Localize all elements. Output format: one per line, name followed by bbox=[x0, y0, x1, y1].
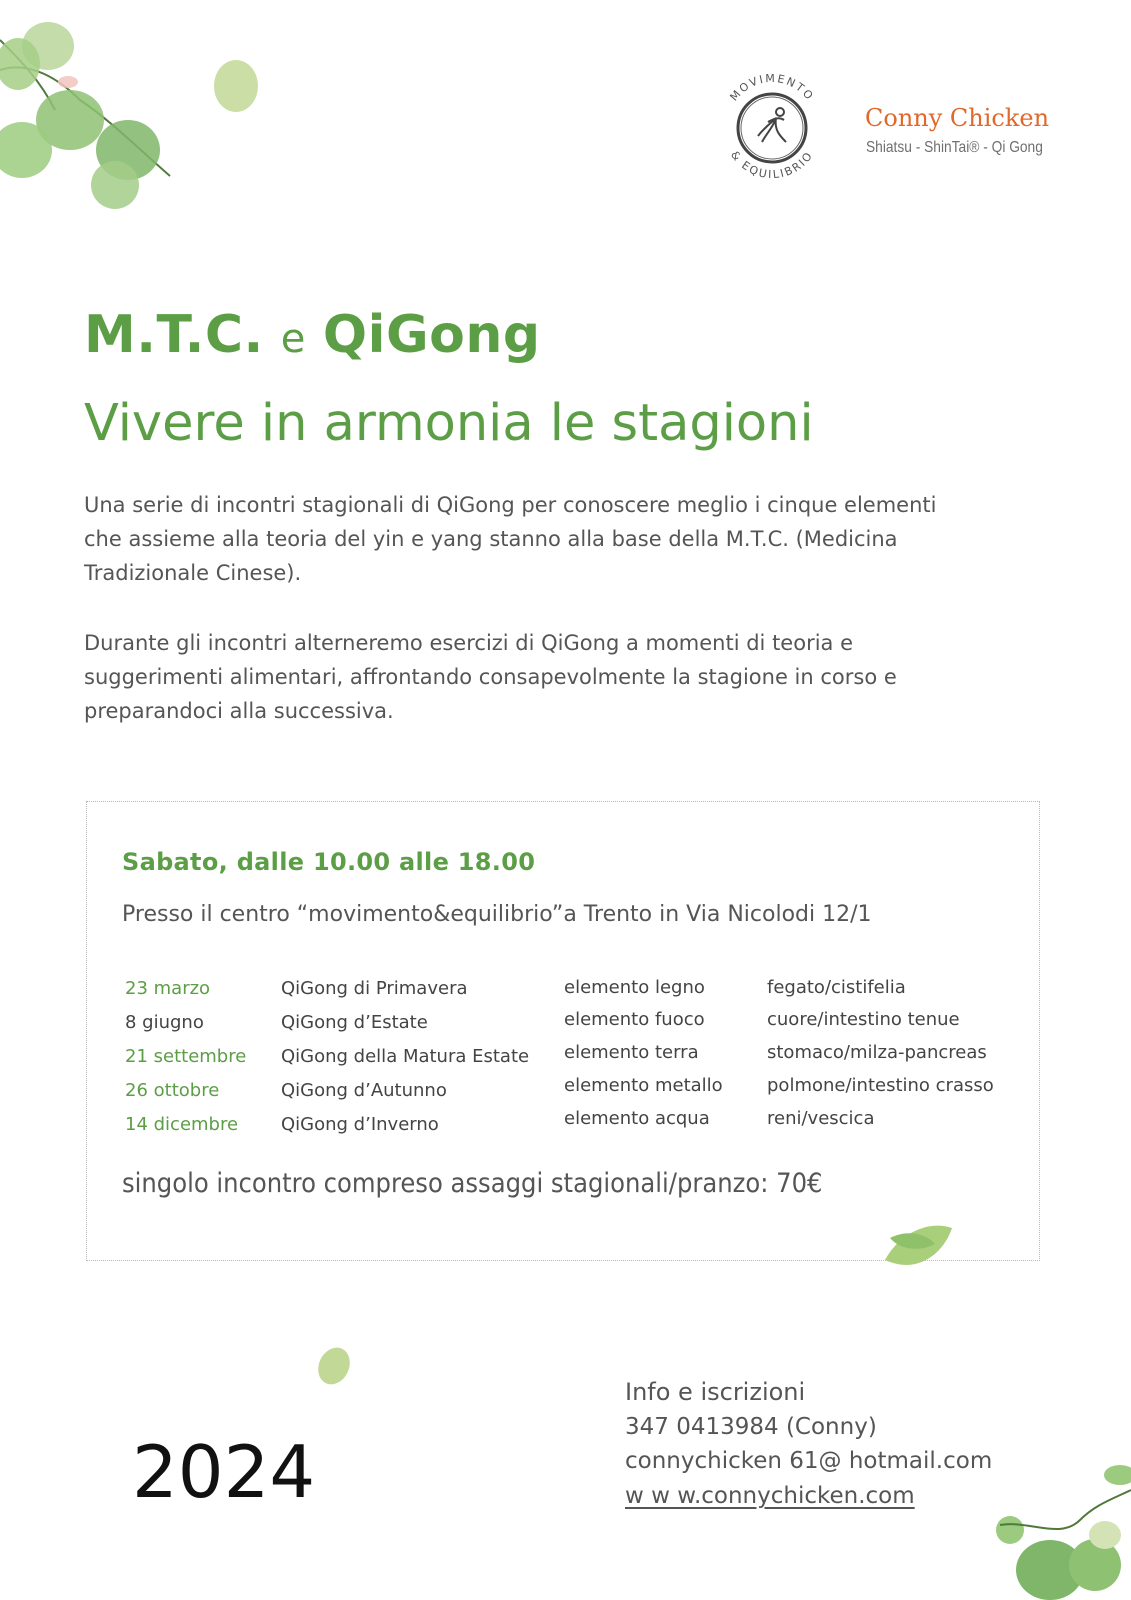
schedule-name: QiGong d’Estate bbox=[281, 1012, 428, 1033]
info-email[interactable]: connychicken 61@ hotmail.com bbox=[625, 1448, 993, 1474]
title-part-qigong: QiGong bbox=[322, 305, 541, 365]
title-joiner: e bbox=[280, 316, 306, 362]
floating-leaf-icon bbox=[312, 1342, 355, 1389]
movimento-equilibrio-logo bbox=[706, 58, 836, 188]
brand-subtitle: Shiatsu - ShinTai® - Qi Gong bbox=[866, 139, 1043, 156]
schedule-organs: polmone/intestino crasso bbox=[767, 1075, 994, 1096]
bottom-right-leaves-icon bbox=[996, 1465, 1131, 1600]
schedule-element: elemento terra bbox=[564, 1042, 699, 1063]
schedule-name: QiGong d’Autunno bbox=[281, 1080, 447, 1101]
brand-name: Conny Chicken bbox=[865, 104, 1050, 132]
info-website-link[interactable]: w w w.connychicken.com bbox=[625, 1483, 915, 1509]
price-line: singolo incontro compreso assaggi stagionali/pranzo: 70€ bbox=[122, 1168, 823, 1199]
schedule-name: QiGong della Matura Estate bbox=[281, 1046, 530, 1067]
title-part-mtc: M.T.C. bbox=[84, 305, 264, 365]
schedule-date: 21 settembre bbox=[125, 1046, 247, 1067]
schedule-date: 23 marzo bbox=[125, 978, 211, 999]
logo-ring-top: MOVIMENTO bbox=[727, 71, 817, 104]
event-when: Sabato, dalle 10.00 alle 18.00 bbox=[122, 848, 536, 876]
schedule-organs: stomaco/milza-pancreas bbox=[767, 1042, 987, 1063]
intro-paragraph-1: Una serie di incontri stagionali di QiGong per conoscere meglio i cinque elementi che assieme alla teoria del yin e yang stanno alla base della M.T.C. (Medicina Tradizionale Cinese). bbox=[84, 493, 937, 585]
schedule-name: QiGong d’Inverno bbox=[281, 1114, 439, 1135]
schedule-date: 26 ottobre bbox=[125, 1080, 220, 1101]
schedule-date: 14 dicembre bbox=[125, 1114, 239, 1135]
schedule-organs: reni/vescica bbox=[767, 1108, 875, 1129]
logo-ring-bottom: & EQUILIBRIO bbox=[727, 148, 817, 182]
svg-text:& EQUILIBRIO bbox=[728, 149, 816, 182]
schedule-element: elemento acqua bbox=[564, 1108, 710, 1129]
schedule-element: elemento metallo bbox=[564, 1075, 723, 1096]
schedule-date: 8 giugno bbox=[125, 1012, 204, 1033]
year-label: 2024 bbox=[132, 1430, 316, 1514]
svg-text:MOVIMENTO bbox=[727, 72, 816, 104]
schedule-element: elemento fuoco bbox=[564, 1009, 705, 1030]
info-title: Info e iscrizioni bbox=[625, 1378, 806, 1406]
page-title bbox=[84, 305, 541, 365]
event-where: Presso il centro “movimento&equilibrio”a Trento in Via Nicolodi 12/1 bbox=[122, 902, 872, 927]
schedule-element: elemento legno bbox=[564, 977, 705, 998]
schedule-name: QiGong di Primavera bbox=[281, 978, 468, 999]
page-subtitle: Vivere in armonia le stagioni bbox=[84, 394, 814, 453]
intro-paragraph-2: Durante gli incontri alterneremo esercizi di QiGong a momenti di teoria e suggerimenti alimentari, affrontando consapevolmente la stagione in corso e preparandoci alla successiva. bbox=[84, 631, 897, 723]
schedule-organs: fegato/cistifelia bbox=[767, 977, 906, 998]
schedule-organs: cuore/intestino tenue bbox=[767, 1009, 960, 1030]
info-phone: 347 0413984 (Conny) bbox=[625, 1414, 877, 1440]
top-left-leaves-icon bbox=[0, 22, 258, 209]
